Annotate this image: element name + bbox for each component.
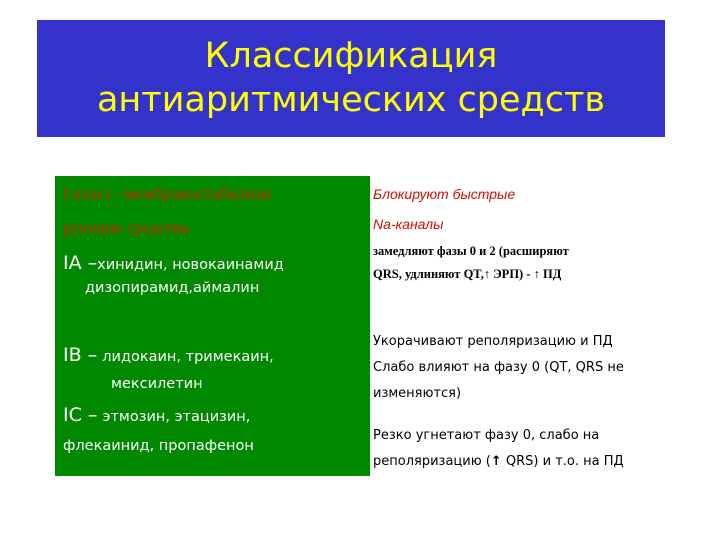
slide-title — [37, 20, 665, 137]
ib-drugs-1: лидокаин, тримекаин, — [102, 349, 274, 365]
ia-drugs-2: дизопирамид,аймалин — [85, 280, 260, 296]
effect-block-2: Na-каналы — [373, 216, 444, 232]
ic-effect-2 — [373, 454, 624, 469]
ib-label: IB – — [63, 344, 98, 366]
ia-drugs-1: хинидин, новокаинамид — [97, 257, 284, 273]
ib-row — [63, 344, 274, 366]
ia-effect-2a: QRS, удлиняют QT, — [373, 267, 484, 281]
ib-effect-3: изменяются) — [373, 386, 462, 401]
title-line-1: Классификация — [204, 36, 498, 76]
ic-effect-1: Резко угнетают фазу 0, слабо на — [373, 428, 600, 443]
effect-block-1: Блокируют быстрые — [373, 186, 516, 202]
ia-effect-1: замедляют фазы 0 и 2 (расширяют — [373, 244, 569, 258]
ib-drugs-2: мексилетин — [111, 376, 203, 392]
ic-label: IC – — [63, 404, 98, 426]
class1-line-1: I класс –мембраностабилизи — [63, 184, 271, 203]
ia-row — [63, 252, 284, 274]
ia-effect-2 — [373, 267, 561, 282]
class1-line-2: рующие средства — [63, 218, 189, 237]
ic-drugs-1: этмозин, этацизин, — [102, 409, 251, 425]
up-arrow-icon: ↑ — [490, 454, 502, 469]
up-arrow-icon: ↑ — [533, 267, 540, 281]
classes-panel — [55, 176, 370, 476]
ic-drugs-2: флекаинид, пропафенон — [63, 438, 254, 454]
up-arrow-icon: ↑ — [483, 267, 491, 281]
ia-effect-2c: ПД — [543, 267, 562, 281]
title-line-2: антиаритмических средств — [96, 80, 606, 120]
ic-row — [63, 404, 250, 426]
ic-effect-2b: QRS) и т.о. на ПД — [505, 454, 624, 469]
ia-effect-2b: ЭРП) - — [493, 267, 531, 281]
ib-effect-1: Укорачивают реполяризацию и ПД — [373, 334, 613, 349]
ib-effect-2: Слабо влияют на фазу 0 (QT, QRS не — [373, 360, 624, 375]
ia-label: IA – — [63, 252, 98, 274]
ic-effect-2a: реполяризацию ( — [373, 454, 491, 469]
